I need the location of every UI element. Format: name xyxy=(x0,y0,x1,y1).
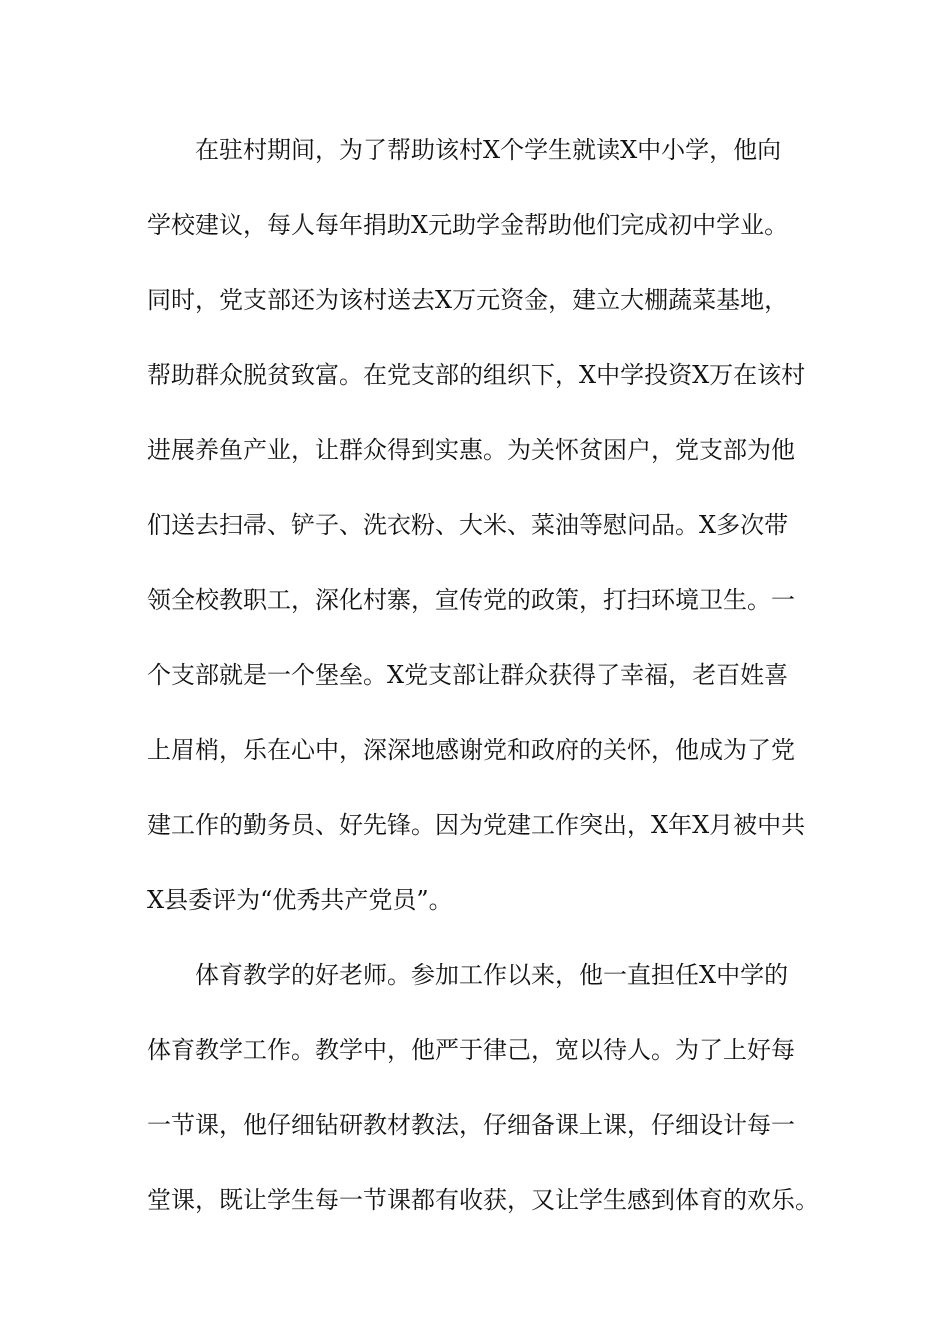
paragraph-line: X县委评为“优秀共产党员”。 xyxy=(147,886,453,914)
paragraph-line: 领全校教职工，深化村寨，宣传党的政策，打扫环境卫生。一 xyxy=(147,586,795,614)
paragraph-line: 个支部就是一个堡垒。X党支部让群众获得了幸福，老百姓喜 xyxy=(147,661,789,689)
paragraph-line: 同时，党支部还为该村送去X万元资金，建立大棚蔬菜基地， xyxy=(147,286,789,314)
paragraph-line: 帮助群众脱贫致富。在党支部的组织下，X中学投资X万在该村 xyxy=(147,361,806,389)
paragraph-line: 上眉梢，乐在心中，深深地感谢党和政府的关怀，他成为了党 xyxy=(147,736,795,764)
paragraph-line: 学校建议，每人每年捐助X元助学金帮助他们完成初中学业。 xyxy=(147,211,789,239)
paragraph-line: 体育教学的好老师。参加工作以来，他一直担任X中学的 xyxy=(195,961,789,989)
paragraph-line: 堂课，既让学生每一节课都有收获，又让学生感到体育的欢乐。 xyxy=(147,1186,819,1214)
paragraph-line: 们送去扫帚、铲子、洗衣粉、大米、菜油等慰问品。X多次带 xyxy=(147,511,789,539)
paragraph-line: 一节课，他仔细钻研教材教法，仔细备课上课，仔细设计每一 xyxy=(147,1111,795,1139)
paragraph-line: 进展养鱼产业，让群众得到实惠。为关怀贫困户，党支部为他 xyxy=(147,436,795,464)
paragraph-line: 在驻村期间，为了帮助该村X个学生就读X中小学，他向 xyxy=(195,136,782,164)
paragraph-line: 建工作的勤务员、好先锋。因为党建工作突出，X年X月被中共 xyxy=(147,811,806,839)
paragraph-line: 体育教学工作。教学中，他严于律己，宽以待人。为了上好每 xyxy=(147,1036,795,1064)
